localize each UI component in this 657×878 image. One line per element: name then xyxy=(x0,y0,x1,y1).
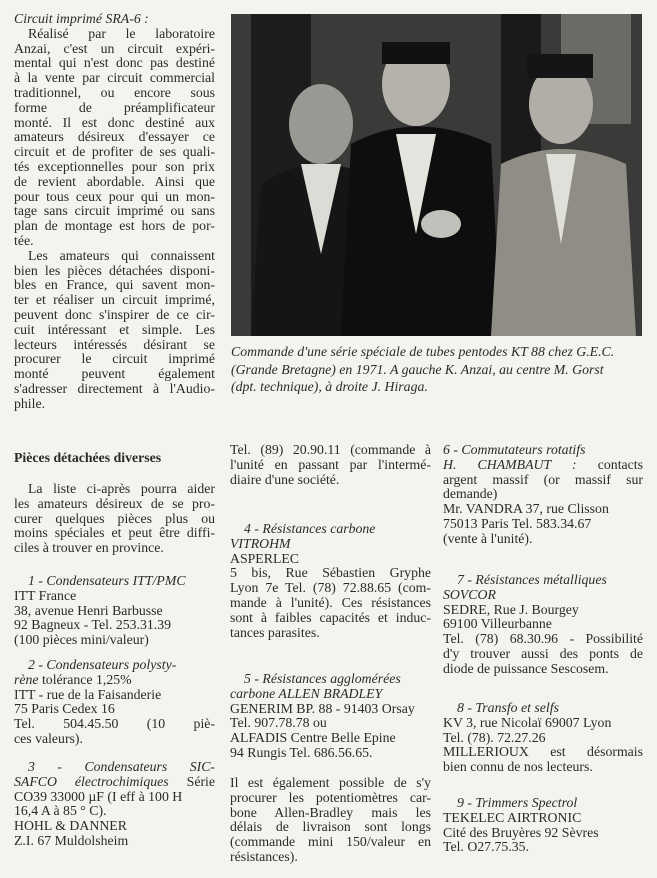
text-line: (100 pièces mini/valeur) xyxy=(14,632,149,648)
text-line: traditionnel, ou encore sous xyxy=(14,84,215,100)
text-line: l'unité en passant par l'intermé- xyxy=(230,456,431,472)
text-line: curer quelques pièces plus ou xyxy=(14,510,215,526)
item-5 xyxy=(230,672,431,761)
text-line: CO39 33000 µF (I eff à 100 H xyxy=(14,788,183,804)
text-line: d'y trouver aussi des ponts de xyxy=(443,645,643,661)
text-line: bien les pièces détachées disponi- xyxy=(14,262,215,278)
text-line: pour tous ceux pour qui un mon- xyxy=(14,188,215,204)
text-line: mande à l'unité). Ces résistances xyxy=(230,594,431,610)
text-line: HOHL & DANNER xyxy=(14,818,127,834)
text-line: 75 Paris Cedex 16 xyxy=(14,701,115,717)
text-line: cuit intéressant et simple. Les xyxy=(14,321,215,337)
text-line xyxy=(443,588,643,603)
text-line: Lyon 7e Tel. (78) 72.88.65 (com- xyxy=(230,580,431,596)
italic-text: 8 - Transfo et selfs xyxy=(457,700,559,715)
text-line: ciles à trouver en province. xyxy=(14,540,164,556)
italic-text: 5 - Résistances agglomérées xyxy=(244,671,401,686)
intro-article xyxy=(14,12,215,412)
text-line: bles en France, qui savent mon- xyxy=(14,277,215,293)
text-line: forme de préamplificateur xyxy=(14,99,215,115)
italic-text: 7 - Résistances métalliques xyxy=(457,572,607,587)
text-line: circuit et de profiter de ses quali- xyxy=(14,144,215,160)
text-line: diaire d'une société. xyxy=(230,471,340,487)
text-line: SEDRE, Rue J. Bourgey xyxy=(443,601,579,617)
caption-line: (Grande Bretagne) en 1971. A gauche K. Anzai, au centre M. Gorst xyxy=(231,361,604,377)
text-line: Cité des Bruyères 92 Sèvres xyxy=(443,824,599,840)
text-line: Les amateurs qui connaissent xyxy=(28,247,215,263)
text-line: 75013 Paris Tel. 583.34.67 xyxy=(443,515,592,531)
text-line xyxy=(14,574,215,589)
text-line: plan de montage est hors de por- xyxy=(14,218,215,234)
text: Série xyxy=(168,773,215,789)
item-7 xyxy=(443,573,643,677)
text-line xyxy=(14,673,215,688)
text-line: monté peuvent également xyxy=(14,366,215,382)
text-line: Z.I. 67 Muldolsheim xyxy=(14,832,129,848)
text-line xyxy=(443,796,643,811)
italic-text: 3 - Condensateurs SIC- xyxy=(28,759,215,774)
text-line: ITT - rue de la Faisanderie xyxy=(14,686,162,702)
text-line: MILLERIOUX est désormais xyxy=(443,744,643,760)
italic-text: VITROHM xyxy=(230,535,291,551)
text-line xyxy=(443,443,643,458)
item-8 xyxy=(443,701,643,775)
text-line: tés exceptionnelles pour son prix xyxy=(14,158,215,174)
italic-text: 2 - Condensateurs polysty- xyxy=(28,657,177,672)
caption-line: Commande d'une série spéciale de tubes pentodes KT 88 chez G.E.C. xyxy=(231,344,615,359)
caption-line: (dpt. technique), à droite J. Hiraga. xyxy=(231,379,428,394)
text-line: 94 Rungis Tel. 686.56.65. xyxy=(230,744,373,760)
text-line: Tel. (78). 72.27.26 xyxy=(443,729,546,745)
text-line: bien connu de nos lecteurs. xyxy=(443,759,593,775)
italic-text: H. CHAMBAUT : xyxy=(443,456,577,472)
italic-text: 6 - Commutateurs rotatifs xyxy=(443,442,586,457)
text-line xyxy=(230,522,431,537)
item-3 xyxy=(14,760,215,849)
text-line: ces valeurs). xyxy=(14,730,83,746)
item-1 xyxy=(14,574,215,648)
text-line: argent massif (or massif sur xyxy=(443,471,643,487)
text-line: moins spéciales et peut être diffi- xyxy=(14,525,215,541)
text-line: diode de puissance Sescosem. xyxy=(443,660,609,676)
text-line: phile. xyxy=(14,395,46,411)
text-line: procurer le circuit imprimé xyxy=(14,351,215,367)
text-line: Tel. O27.75.35. xyxy=(443,839,530,855)
text-line: Réalisé par le laboratoire xyxy=(28,25,215,41)
text: contacts xyxy=(576,456,643,472)
text-line: Mr. VANDRA 37, rue Clisson xyxy=(443,501,609,517)
text-line: 69100 Villeurbanne xyxy=(443,616,552,632)
section-heading: Pièces détachées diverses xyxy=(14,450,162,465)
italic-text: SOVCOR xyxy=(443,586,496,602)
text-line xyxy=(443,701,643,716)
text-line: délais de livraison sont longs xyxy=(230,819,431,835)
text-line: Tel. 504.45.50 (10 piè- xyxy=(14,716,215,732)
text-line: Tel. (89) 20.90.11 (commande à xyxy=(230,442,431,457)
text-line xyxy=(14,658,215,673)
text-line: ITT France xyxy=(14,587,77,603)
italic-text: SAFCO électrochimiques xyxy=(14,773,169,789)
text-line: 38, avenue Henri Barbusse xyxy=(14,602,163,618)
text-line: s'adresser directement à l'Audio- xyxy=(14,380,215,396)
text-line: TEKELEC AIRTRONIC xyxy=(443,809,582,825)
text-line: Anzai, c'est un circuit expéri- xyxy=(14,40,215,56)
text-line: Tel. 907.78.78 ou xyxy=(230,715,327,731)
item-9 xyxy=(443,796,643,855)
text-line xyxy=(230,687,431,702)
item-2 xyxy=(14,658,215,747)
text-line: mental qui n'est donc pas destiné xyxy=(14,55,215,71)
text-line: (vente à l'unité). xyxy=(443,530,533,546)
item-3-continued xyxy=(230,443,431,487)
text-line: peuvent donc s'inspirer de ce cir- xyxy=(14,306,215,322)
text-line: Il est également possible de s'y xyxy=(230,775,431,790)
item-6 xyxy=(443,443,643,547)
text-line: procurer les potentiomètres car- xyxy=(230,789,431,805)
text-line: lecteurs intéressés désirant se xyxy=(14,336,215,352)
text-line: tage sans circuit imprimé ou sans xyxy=(14,203,215,219)
text-line: 92 Bagneux - Tel. 253.31.39 xyxy=(14,617,172,633)
text-line: les amateurs désireux de se pro- xyxy=(14,495,215,511)
photo-caption xyxy=(231,343,642,396)
text-line: de revient abordable. Ainsi que xyxy=(14,173,215,189)
text-line xyxy=(443,458,643,473)
item-4 xyxy=(230,522,431,640)
text-line xyxy=(230,672,431,687)
parts-intro xyxy=(14,482,215,556)
text-line: à la vente par circuit commercial xyxy=(14,70,215,86)
italic-text: Circuit imprimé SRA-6 : xyxy=(14,11,149,26)
text-line: monté. Il est donc destiné aux xyxy=(14,114,215,130)
text-line: KV 3, rue Nicolaï 69007 Lyon xyxy=(443,714,612,730)
text-line: bone Allen-Bradley mais les xyxy=(230,804,431,820)
italic-text: carbone ALLEN BRADLEY xyxy=(230,685,383,701)
text: tolérance 1,25% xyxy=(38,671,132,687)
italic-text: 1 - Condensateurs ITT/PMC xyxy=(28,573,186,588)
text-line: Tel. (78) 68.30.96 - Possibilité xyxy=(443,631,643,647)
text-line: tée. xyxy=(14,232,34,248)
text-line: résistances). xyxy=(230,848,298,864)
text-line: demande) xyxy=(443,486,498,502)
text-line xyxy=(443,573,643,588)
text-line: ALFADIS Centre Belle Epine xyxy=(230,730,396,746)
text-line xyxy=(230,537,431,552)
item-5-note xyxy=(230,776,431,865)
text-line: 5 bis, Rue Sébastien Gryphe xyxy=(230,565,431,581)
text-line xyxy=(14,775,215,790)
photo-image xyxy=(231,14,642,336)
italic-text: rène xyxy=(14,671,39,687)
italic-text: 4 - Résistances carbone xyxy=(244,521,376,536)
text-line: GENERIM BP. 88 - 91403 Orsay xyxy=(230,700,415,716)
italic-text: 9 - Trimmers Spectrol xyxy=(457,795,578,810)
text-line: 16,4 A à 85 ° C). xyxy=(14,803,107,819)
text-line: (commande mini 150/valeur en xyxy=(230,834,431,850)
text-line: tances parasites. xyxy=(230,624,320,640)
text-line: ter et réaliser un circuit imprimé, xyxy=(14,292,215,308)
text-line: La liste ci-après pourra aider xyxy=(28,481,215,496)
photo-three-men xyxy=(231,14,642,336)
text-line xyxy=(14,760,215,775)
text-line: ASPERLEC xyxy=(230,550,299,566)
text-line xyxy=(14,12,215,27)
text-line: sont à faibles capacités et induc- xyxy=(230,609,431,625)
text-line: amateurs désireux d'essayer ce xyxy=(14,129,215,145)
